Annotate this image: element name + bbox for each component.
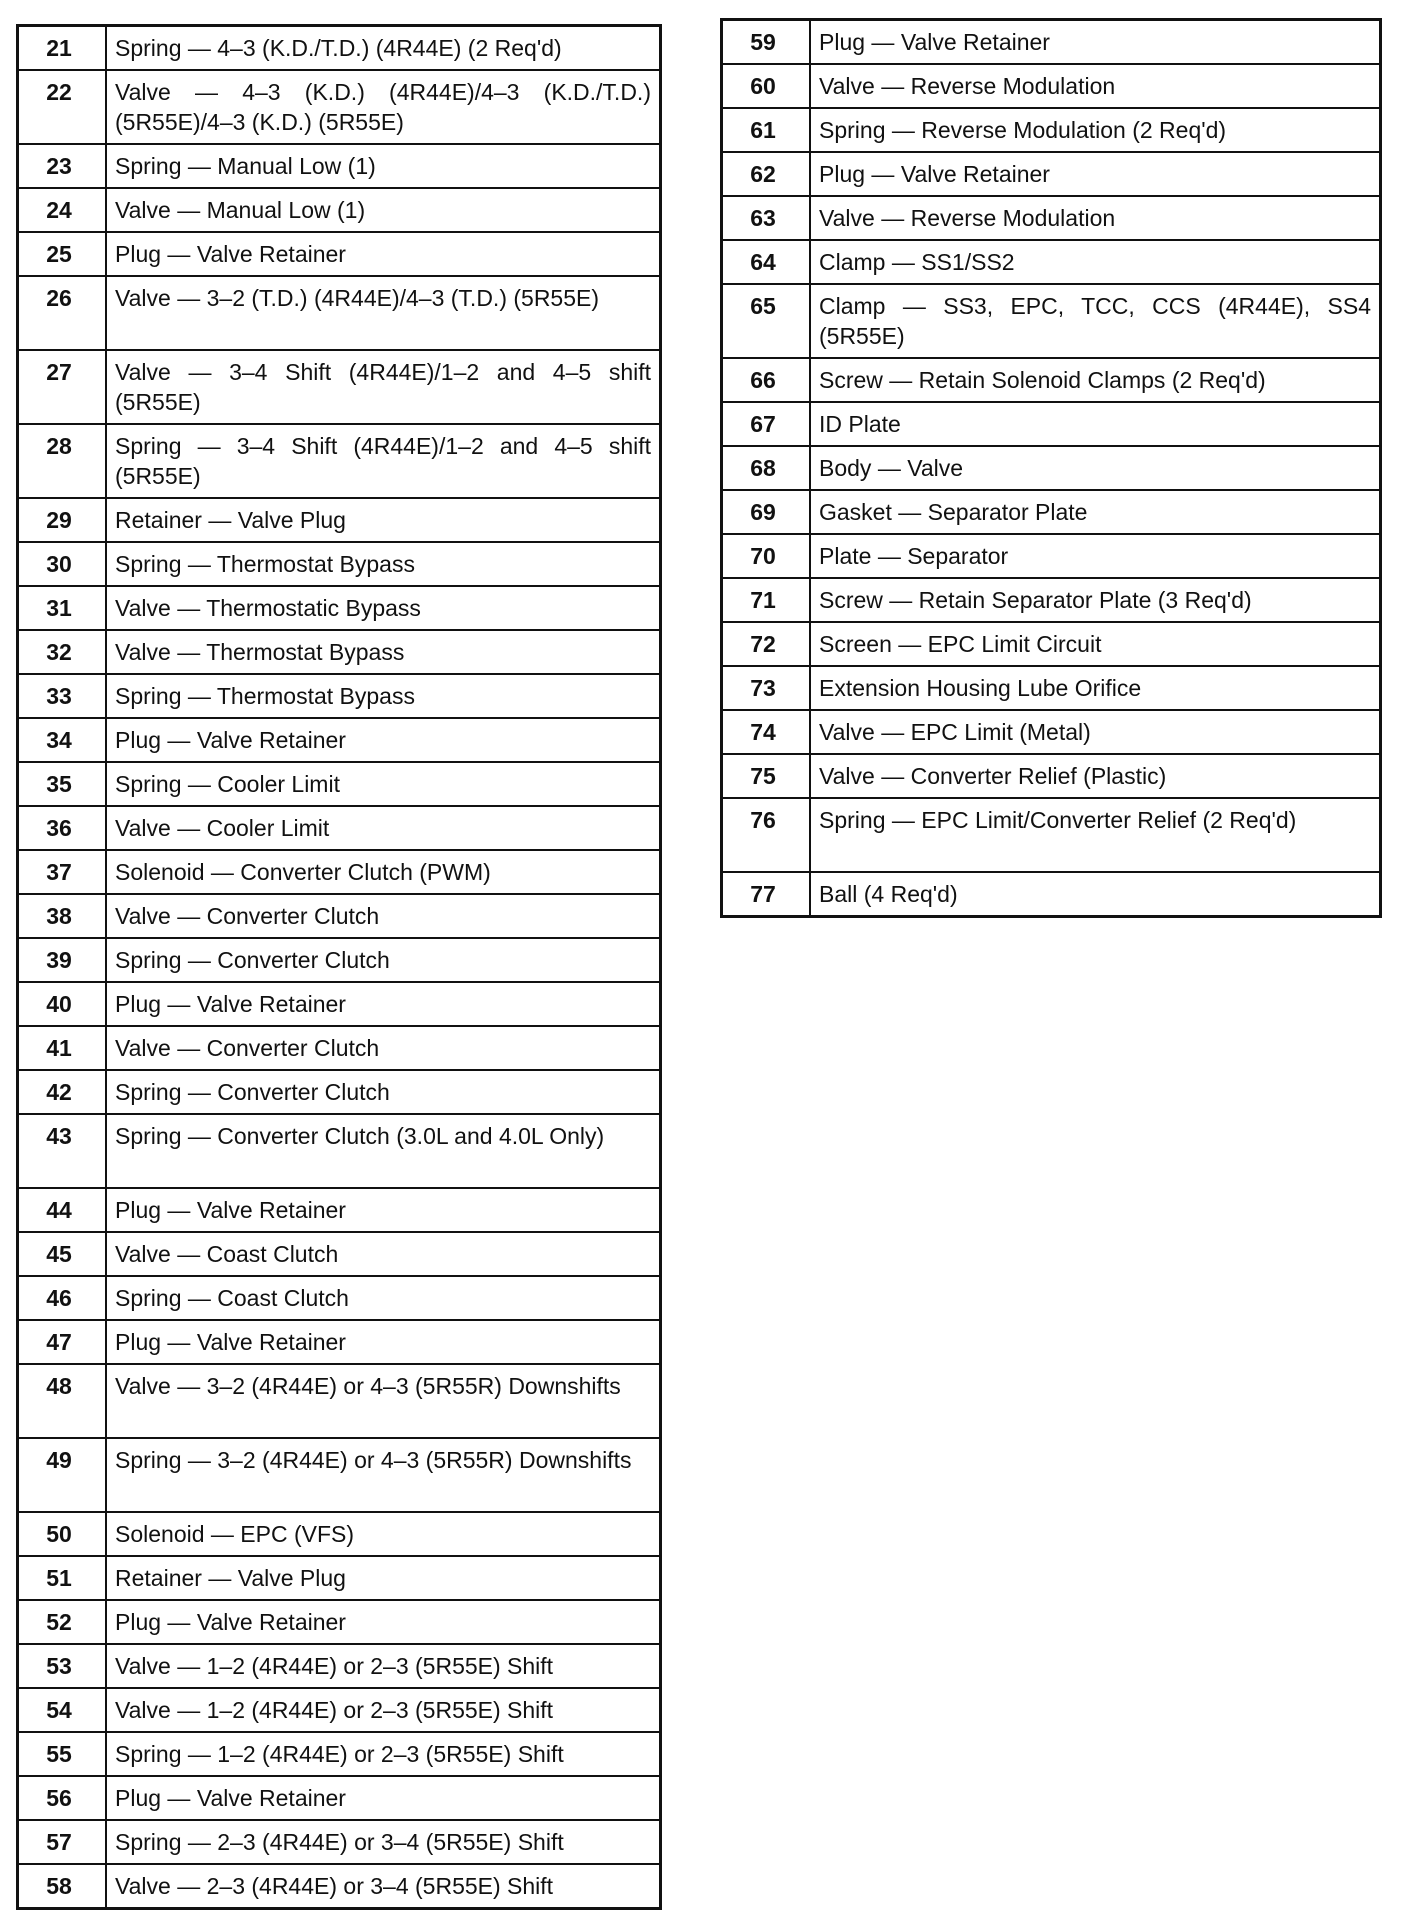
table-row [18,350,661,424]
item-description: Valve — 2–3 (4R44E) or 3–4 (5R55E) Shift [106,1864,661,1909]
item-number: 50 [18,1512,107,1556]
item-number: 46 [18,1276,107,1320]
table-row [18,938,661,982]
item-description: Spring — Coast Clutch [106,1276,661,1320]
item-description: Spring — 2–3 (4R44E) or 3–4 (5R55E) Shift [106,1820,661,1864]
item-description: Valve — Converter Clutch [106,894,661,938]
item-number: 41 [18,1026,107,1070]
table-row [18,850,661,894]
item-number: 42 [18,1070,107,1114]
item-description: Plate — Separator [810,534,1381,578]
item-description: Plug — Valve Retainer [106,1776,661,1820]
item-description: Plug — Valve Retainer [106,982,661,1026]
item-number: 77 [722,872,811,917]
item-number: 24 [18,188,107,232]
item-description: Retainer — Valve Plug [106,1556,661,1600]
item-number: 23 [18,144,107,188]
item-number: 45 [18,1232,107,1276]
table-row [722,798,1381,872]
item-number: 40 [18,982,107,1026]
item-description: Clamp — SS3, EPC, TCC, CCS (4R44E), SS4 (5R55E) [810,284,1381,358]
table-row [18,1644,661,1688]
table-row [722,754,1381,798]
item-number: 25 [18,232,107,276]
item-description: Screen — EPC Limit Circuit [810,622,1381,666]
item-number: 28 [18,424,107,498]
item-number: 29 [18,498,107,542]
table-row [18,70,661,144]
item-description: Spring — EPC Limit/Converter Relief (2 Req'd) [810,798,1381,872]
item-description: Spring — Converter Clutch (3.0L and 4.0L Only) [106,1114,661,1188]
item-description: ID Plate [810,402,1381,446]
item-description: Valve — EPC Limit (Metal) [810,710,1381,754]
table-row [18,1188,661,1232]
item-description: Retainer — Valve Plug [106,498,661,542]
item-number: 63 [722,196,811,240]
item-number: 35 [18,762,107,806]
item-description: Spring — Reverse Modulation (2 Req'd) [810,108,1381,152]
table-row [722,284,1381,358]
table-row [722,578,1381,622]
item-description: Spring — 3–2 (4R44E) or 4–3 (5R55R) Downshifts [106,1438,661,1512]
item-description: Extension Housing Lube Orifice [810,666,1381,710]
item-number: 54 [18,1688,107,1732]
item-number: 76 [722,798,811,872]
table-row [18,1438,661,1512]
table-row [722,20,1381,65]
item-number: 51 [18,1556,107,1600]
item-number: 62 [722,152,811,196]
item-description: Valve — Cooler Limit [106,806,661,850]
item-number: 70 [722,534,811,578]
item-description: Solenoid — Converter Clutch (PWM) [106,850,661,894]
item-number: 53 [18,1644,107,1688]
table-row [18,1688,661,1732]
item-description: Plug — Valve Retainer [810,20,1381,65]
item-number: 65 [722,284,811,358]
item-description: Valve — 3–2 (4R44E) or 4–3 (5R55R) Downshifts [106,1364,661,1438]
table-row [18,424,661,498]
item-number: 27 [18,350,107,424]
table-row [722,490,1381,534]
table-row [722,240,1381,284]
table-row [722,108,1381,152]
item-description: Spring — Converter Clutch [106,1070,661,1114]
item-number: 39 [18,938,107,982]
item-number: 73 [722,666,811,710]
table-row [722,152,1381,196]
table-row [722,196,1381,240]
item-number: 55 [18,1732,107,1776]
item-description: Spring — 1–2 (4R44E) or 2–3 (5R55E) Shift [106,1732,661,1776]
item-description: Plug — Valve Retainer [106,232,661,276]
item-number: 68 [722,446,811,490]
table-row [18,630,661,674]
table-row [18,1232,661,1276]
table-row [18,542,661,586]
item-number: 56 [18,1776,107,1820]
item-number: 43 [18,1114,107,1188]
item-number: 49 [18,1438,107,1512]
table-row [722,446,1381,490]
item-number: 72 [722,622,811,666]
table-row [18,1600,661,1644]
item-number: 31 [18,586,107,630]
item-description: Ball (4 Req'd) [810,872,1381,917]
item-number: 26 [18,276,107,350]
table-row [18,1026,661,1070]
item-description: Solenoid — EPC (VFS) [106,1512,661,1556]
item-number: 75 [722,754,811,798]
parts-table-right [720,18,1382,918]
item-description: Screw — Retain Solenoid Clamps (2 Req'd) [810,358,1381,402]
table-row [18,674,661,718]
item-description: Valve — 3–2 (T.D.) (4R44E)/4–3 (T.D.) (5R55E) [106,276,661,350]
table-row [722,534,1381,578]
item-number: 60 [722,64,811,108]
item-description: Valve — Reverse Modulation [810,64,1381,108]
table-row [18,1276,661,1320]
item-description: Valve — 3–4 Shift (4R44E)/1–2 and 4–5 shift (5R55E) [106,350,661,424]
item-number: 71 [722,578,811,622]
table-row [18,1556,661,1600]
item-number: 44 [18,1188,107,1232]
item-number: 30 [18,542,107,586]
table-row [722,710,1381,754]
table-row [18,1820,661,1864]
item-description: Screw — Retain Separator Plate (3 Req'd) [810,578,1381,622]
item-number: 64 [722,240,811,284]
item-description: Valve — Thermostatic Bypass [106,586,661,630]
item-description: Valve — Coast Clutch [106,1232,661,1276]
parts-table-left [16,24,662,1910]
table-row [18,1070,661,1114]
table-row [18,806,661,850]
item-number: 58 [18,1864,107,1909]
item-number: 32 [18,630,107,674]
table-row [18,586,661,630]
item-description: Spring — Converter Clutch [106,938,661,982]
table-row [18,232,661,276]
item-description: Valve — 4–3 (K.D.) (4R44E)/4–3 (K.D./T.D.) (5R55E)/4–3 (K.D.) (5R55E) [106,70,661,144]
item-description: Valve — Reverse Modulation [810,196,1381,240]
table-row [722,402,1381,446]
item-description: Spring — 3–4 Shift (4R44E)/1–2 and 4–5 shift (5R55E) [106,424,661,498]
table-row [18,26,661,71]
item-description: Spring — Thermostat Bypass [106,542,661,586]
table-row [18,188,661,232]
item-description: Plug — Valve Retainer [106,1600,661,1644]
item-number: 48 [18,1364,107,1438]
item-number: 22 [18,70,107,144]
item-number: 36 [18,806,107,850]
table-row [722,358,1381,402]
table-row [722,872,1381,917]
item-description: Valve — Manual Low (1) [106,188,661,232]
item-number: 61 [722,108,811,152]
table-row [722,64,1381,108]
item-number: 74 [722,710,811,754]
table-row [722,622,1381,666]
table-row [18,894,661,938]
table-row [18,498,661,542]
table-row [18,1320,661,1364]
table-row [18,276,661,350]
item-number: 47 [18,1320,107,1364]
item-description: Plug — Valve Retainer [106,718,661,762]
table-row [18,762,661,806]
item-description: Spring — Thermostat Bypass [106,674,661,718]
item-description: Plug — Valve Retainer [106,1320,661,1364]
item-number: 59 [722,20,811,65]
item-description: Valve — 1–2 (4R44E) or 2–3 (5R55E) Shift [106,1644,661,1688]
item-number: 67 [722,402,811,446]
table-row [18,1776,661,1820]
item-description: Valve — Converter Relief (Plastic) [810,754,1381,798]
table-row [18,1364,661,1438]
table-row [722,666,1381,710]
table-row [18,1512,661,1556]
item-number: 33 [18,674,107,718]
item-number: 21 [18,26,107,71]
item-number: 66 [722,358,811,402]
table-row [18,144,661,188]
item-description: Body — Valve [810,446,1381,490]
item-description: Valve — 1–2 (4R44E) or 2–3 (5R55E) Shift [106,1688,661,1732]
item-description: Plug — Valve Retainer [810,152,1381,196]
item-description: Valve — Converter Clutch [106,1026,661,1070]
item-description: Gasket — Separator Plate [810,490,1381,534]
table-row [18,1864,661,1909]
table-row [18,982,661,1026]
item-description: Spring — Manual Low (1) [106,144,661,188]
item-description: Spring — 4–3 (K.D./T.D.) (4R44E) (2 Req'd) [106,26,661,71]
item-description: Spring — Cooler Limit [106,762,661,806]
item-number: 37 [18,850,107,894]
table-row [18,1732,661,1776]
item-description: Plug — Valve Retainer [106,1188,661,1232]
item-description: Valve — Thermostat Bypass [106,630,661,674]
item-number: 69 [722,490,811,534]
item-number: 52 [18,1600,107,1644]
table-row [18,1114,661,1188]
table-row [18,718,661,762]
item-description: Clamp — SS1/SS2 [810,240,1381,284]
item-number: 57 [18,1820,107,1864]
item-number: 34 [18,718,107,762]
item-number: 38 [18,894,107,938]
